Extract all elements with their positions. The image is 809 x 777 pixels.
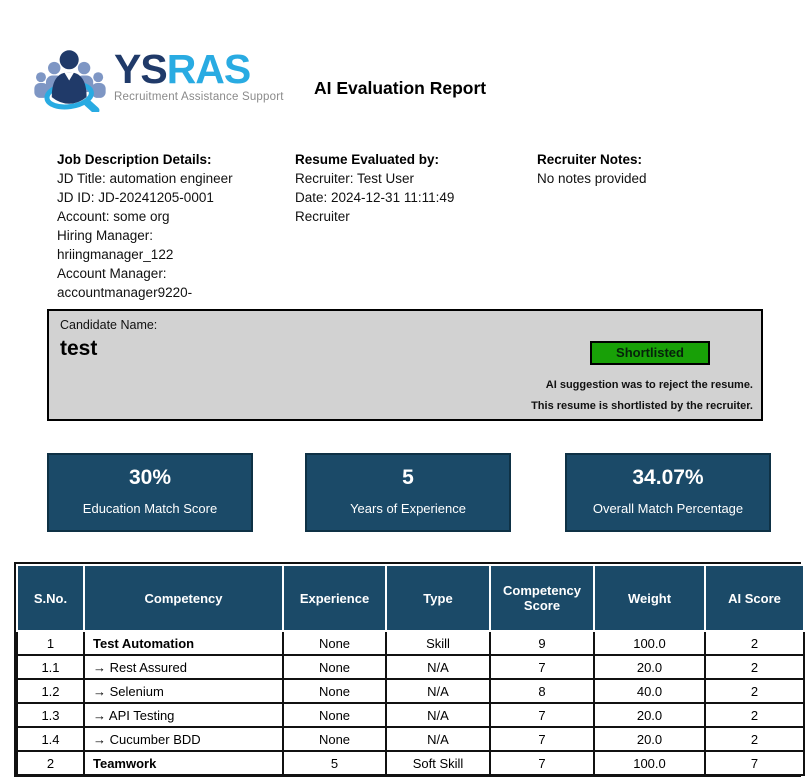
status-badge: Shortlisted (590, 341, 710, 365)
candidate-summary-box (47, 309, 763, 421)
years-of-experience-box (305, 453, 511, 532)
header-weight: Weight (594, 565, 705, 631)
header-experience: Experience (283, 565, 386, 631)
logo-text (114, 44, 284, 103)
resume-evaluated-by (295, 150, 533, 226)
table-row (17, 727, 804, 751)
cell-score: 8 (490, 679, 594, 703)
education-match-score-value: 30% (128, 466, 172, 489)
status-notes (531, 375, 753, 417)
recruiter-decision-note: This resume is shortlisted by the recruiter. (531, 400, 753, 412)
cell-type: N/A (386, 703, 490, 727)
jd-hiring-manager-value: hriingmanager_122 (57, 247, 174, 262)
cell-sno: 1.4 (17, 727, 84, 751)
header-ai-score: AI Score (705, 565, 804, 631)
competency-table-container (14, 562, 801, 777)
role-line: Recruiter (295, 209, 350, 224)
cell-ai-score: 2 (705, 703, 804, 727)
cell-competency: Teamwork (84, 751, 283, 775)
header-competency-score: Competency Score (490, 565, 594, 631)
people-search-icon (28, 44, 112, 112)
cell-score: 7 (490, 655, 594, 679)
education-match-score-label: Education Match Score (82, 501, 218, 516)
candidate-name-value: test (60, 337, 98, 360)
years-of-experience-label: Years of Experience (350, 501, 466, 516)
cell-weight: 20.0 (594, 655, 705, 679)
cell-ai-score: 7 (705, 751, 804, 775)
cell-experience: None (283, 679, 386, 703)
cell-type: N/A (386, 727, 490, 751)
cell-competency: → Cucumber BDD (84, 727, 283, 751)
cell-ai-score: 2 (705, 679, 804, 703)
header-competency: Competency (84, 565, 283, 631)
overall-match-percentage-box (565, 453, 771, 532)
header-sno: S.No. (17, 565, 84, 631)
recruiter-notes-heading: Recruiter Notes: (537, 152, 643, 167)
date-line: Date: 2024-12-31 11:11:49 (295, 190, 455, 205)
cell-type: N/A (386, 679, 490, 703)
cell-type: Soft Skill (386, 751, 490, 775)
cell-score: 7 (490, 703, 594, 727)
cell-ai-score: 2 (705, 727, 804, 751)
recruiter-notes (537, 150, 777, 188)
cell-weight: 100.0 (594, 751, 705, 775)
cell-score: 7 (490, 727, 594, 751)
candidate-name-label: Candidate Name: (60, 318, 158, 332)
table-row (17, 631, 804, 655)
jd-account-manager-label: Account Manager: (57, 266, 167, 281)
cell-ai-score: 2 (705, 631, 804, 655)
cell-experience: None (283, 727, 386, 751)
jd-account-manager-value: accountmanager9220- (57, 285, 193, 300)
cell-competency: Test Automation (84, 631, 283, 655)
page-title: AI Evaluation Report (314, 78, 487, 98)
cell-competency: → Rest Assured (84, 655, 283, 679)
cell-weight: 100.0 (594, 631, 705, 655)
cell-score: 7 (490, 751, 594, 775)
cell-ai-score: 2 (705, 655, 804, 679)
cell-score: 9 (490, 631, 594, 655)
cell-sno: 1.2 (17, 679, 84, 703)
cell-experience: None (283, 703, 386, 727)
cell-competency: → API Testing (84, 703, 283, 727)
education-match-score-box (47, 453, 253, 532)
job-description-heading: Job Description Details: (57, 152, 212, 167)
cell-sno: 1.1 (17, 655, 84, 679)
cell-sno: 1 (17, 631, 84, 655)
resume-evaluated-heading: Resume Evaluated by: (295, 152, 440, 167)
cell-type: Skill (386, 631, 490, 655)
competency-table-body (17, 631, 804, 775)
jd-hiring-manager-label: Hiring Manager: (57, 228, 154, 243)
logo-text-ys: YS (114, 46, 167, 92)
cell-sno: 1.3 (17, 703, 84, 727)
logo-tagline: Recruitment Assistance Support (114, 91, 284, 103)
ai-suggestion-note: AI suggestion was to reject the resume. (545, 379, 753, 391)
cell-experience: 5 (283, 751, 386, 775)
overall-match-percentage-label: Overall Match Percentage (592, 501, 744, 516)
logo-wordmark (114, 46, 284, 92)
cell-weight: 40.0 (594, 679, 705, 703)
cell-type: N/A (386, 655, 490, 679)
header-type: Type (386, 565, 490, 631)
overall-match-percentage-value: 34.07% (632, 466, 704, 489)
cell-competency: → Selenium (84, 679, 283, 703)
recruiter-notes-value: No notes provided (537, 171, 647, 186)
cell-experience: None (283, 631, 386, 655)
recruiter-line: Recruiter: Test User (295, 171, 415, 186)
jd-id-line: JD ID: JD-20241205-0001 (57, 190, 214, 205)
table-row (17, 655, 804, 679)
logo-text-ras: RAS (166, 46, 251, 92)
table-row (17, 751, 804, 775)
competency-table (16, 564, 805, 776)
jd-title-line: JD Title: automation engineer (57, 171, 233, 186)
job-description-details (57, 150, 291, 302)
table-row (17, 703, 804, 727)
years-of-experience-value: 5 (402, 466, 414, 489)
cell-weight: 20.0 (594, 703, 705, 727)
ysras-logo (28, 44, 284, 112)
jd-account-line: Account: some org (57, 209, 170, 224)
table-header-row (17, 565, 804, 631)
table-row (17, 679, 804, 703)
cell-experience: None (283, 655, 386, 679)
cell-sno: 2 (17, 751, 84, 775)
cell-weight: 20.0 (594, 727, 705, 751)
